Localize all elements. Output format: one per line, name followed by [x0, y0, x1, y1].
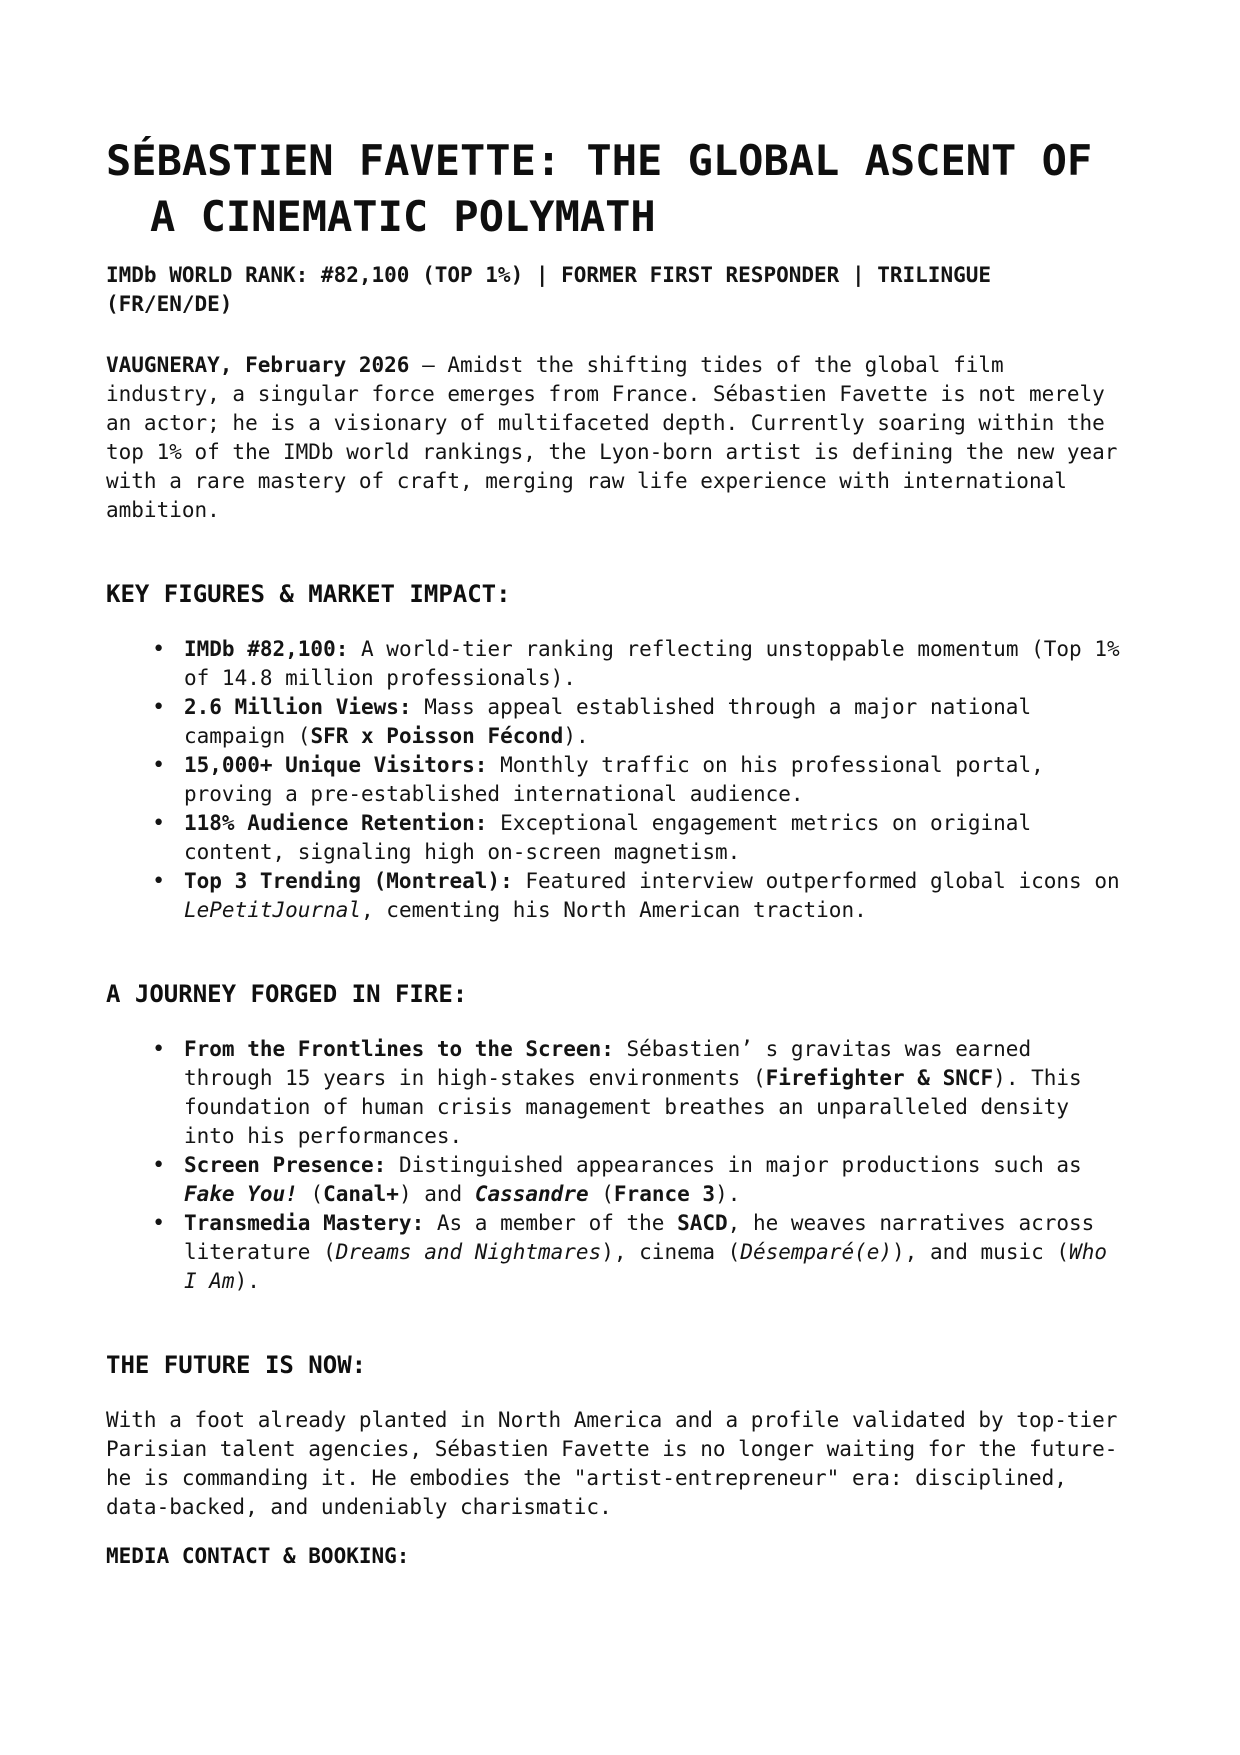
future-paragraph: With a foot already planted in North America and a profile validated by top-tier Parisian talent agencies, Sébastien Favette is no longer waiting for the future-he is commanding it. He embodies the "artist-entrepreneur" era: disciplined, data-backed, and undeniably charismatic.	[106, 1408, 1118, 1519]
key-figures-list	[106, 635, 1122, 925]
section-heading-journey: A JOURNEY FORGED IN FIRE:	[106, 980, 468, 1008]
lead-paragraph: VAUGNERAY, February 2026 – Amidst the shifting tides of the global film industry, a singular force emerges from France. Sébastien Favette is not merely an actor; he is a visionary of multifaceted depth. Currently soaring within the top 1% of the IMDb world rankings, the Lyon-born artist is defining the new year with a rare mastery of craft, merging raw life experience with international ambition.	[106, 353, 1118, 522]
media-contact-heading: MEDIA CONTACT & BOOKING:	[106, 1544, 410, 1568]
list-item: • Transmedia Mastery: As a member of the SACD, he weaves narratives across literature (Dreams and Nightmares), cinema (Désemparé(e)), and music (Who I Am).	[106, 1209, 1122, 1296]
list-item: • IMDb #82,100: A world-tier ranking reflecting unstoppable momentum (Top 1% of 14.8 million professionals).	[106, 635, 1122, 693]
document-title: SÉBASTIEN FAVETTE: THE GLOBAL ASCENT OF A CINEMATIC POLYMATH	[106, 136, 1093, 241]
list-item: • From the Frontlines to the Screen: Sébastien’ s gravitas was earned through 15 years in high-stakes environments (Firefighter & SNCF). This foundation of human crisis management breathes an unparalleled density into his performances.	[106, 1035, 1122, 1151]
list-item: • Screen Presence: Distinguished appearances in major productions such as Fake You! (Canal+) and Cassandre (France 3).	[106, 1151, 1122, 1209]
list-item: • 118% Audience Retention: Exceptional engagement metrics on original content, signaling high on-screen magnetism.	[106, 809, 1122, 867]
section-heading-key-figures: KEY FIGURES & MARKET IMPACT:	[106, 580, 511, 608]
list-item: • 2.6 Million Views: Mass appeal established through a major national campaign (SFR x Poisson Fécond).	[106, 693, 1122, 751]
document-subtitle: IMDb WORLD RANK: #82,100 (TOP 1%) | FORMER FIRST RESPONDER | TRILINGUE (FR/EN/DE)	[106, 263, 992, 316]
journey-list	[106, 1035, 1122, 1296]
section-heading-future: THE FUTURE IS NOW:	[106, 1351, 367, 1379]
list-item: • 15,000+ Unique Visitors: Monthly traffic on his professional portal, proving a pre-established international audience.	[106, 751, 1122, 809]
list-item: • Top 3 Trending (Montreal): Featured interview outperformed global icons on LePetitJournal, cementing his North American traction.	[106, 867, 1122, 925]
